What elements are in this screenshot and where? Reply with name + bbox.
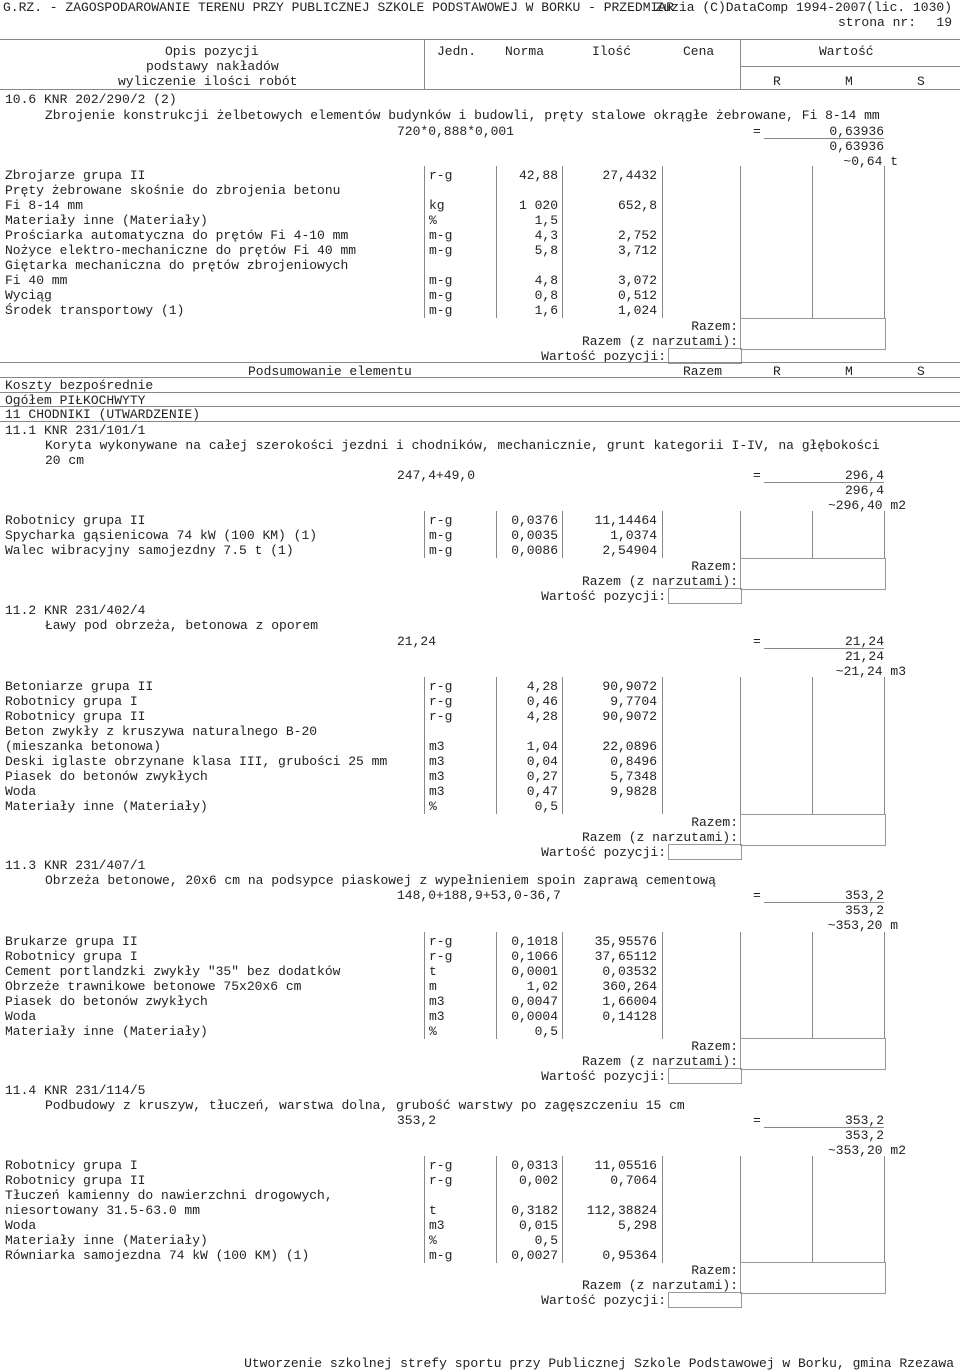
resource-unit: m3 — [429, 1218, 445, 1233]
resource-name: Fi 40 mm — [5, 273, 68, 288]
quantity-total: 0,63936 — [829, 139, 884, 154]
col-r: R — [773, 74, 781, 89]
grid-line — [424, 677, 425, 814]
grid-line — [424, 166, 425, 318]
resource-row — [0, 228, 960, 243]
resource-name: Spycharka gąsienicowa 74 kW (100 KM) (1) — [5, 528, 318, 543]
resource-row — [0, 754, 960, 769]
grid-line — [812, 166, 813, 318]
resource-unit: r-g — [429, 949, 453, 964]
wartosc-pozycji-label: Wartość pozycji: — [541, 845, 666, 860]
position-description: 20 cm — [45, 453, 85, 468]
grid-line — [662, 166, 663, 318]
grid-line — [496, 932, 497, 1039]
grid-line — [740, 166, 741, 318]
position-code: 11.2 KNR 231/402/4 — [5, 603, 146, 618]
grid-line — [496, 511, 497, 558]
razem-label: Razem: — [691, 559, 738, 574]
resource-name: Beton zwykły z kruszywa naturalnego B-20 — [5, 724, 318, 739]
resource-row — [0, 799, 960, 814]
resource-name: niesortowany 31.5-63.0 mm — [5, 1203, 201, 1218]
resource-unit: m-g — [429, 1248, 453, 1263]
resource-norma: 0,1018 — [511, 934, 558, 949]
resource-row — [0, 273, 960, 288]
resource-name: Woda — [5, 1218, 37, 1233]
resource-quantity: 1,66004 — [602, 994, 657, 1009]
grid-line — [562, 1156, 563, 1263]
resource-row — [0, 679, 960, 694]
razem-box — [740, 814, 886, 846]
equals-sign: = — [753, 1113, 761, 1128]
position-code: 10.6 KNR 202/290/2 (2) — [5, 92, 177, 107]
summary-direct-costs: Koszty bezpośrednie — [5, 378, 154, 393]
resource-row — [0, 949, 960, 964]
razem-narzut-label: Razem (z narzutami): — [581, 830, 738, 845]
resource-norma: 5,8 — [534, 243, 558, 258]
resource-name: Giętarka mechaniczna do prętów zbrojeniowych — [5, 258, 349, 273]
resource-norma: 0,0001 — [511, 964, 558, 979]
resource-row — [0, 1009, 960, 1024]
grid-line — [662, 932, 663, 1039]
resource-unit: m — [429, 979, 437, 994]
resource-row — [0, 994, 960, 1009]
resource-norma: 0,3182 — [511, 1203, 558, 1218]
resource-unit: m-g — [429, 528, 453, 543]
col-ilosc: Ilość — [592, 44, 632, 59]
razem-label: Razem: — [691, 1263, 738, 1278]
resource-quantity: 652,8 — [617, 198, 657, 213]
quantity-total: 353,2 — [844, 903, 884, 918]
razem-narzut-label: Razem (z narzutami): — [581, 574, 738, 589]
razem-label: Razem: — [691, 1039, 738, 1054]
resource-norma: 0,0027 — [511, 1248, 558, 1263]
page-number-label: strona nr: — [837, 15, 916, 30]
resource-unit: m3 — [429, 784, 445, 799]
wartosc-pozycji-label: Wartość pozycji: — [541, 1293, 666, 1308]
resource-name: Pręty żebrowane skośnie do zbrojenia betonu — [5, 183, 341, 198]
grid-line — [496, 166, 497, 318]
resource-quantity: 3,712 — [617, 243, 657, 258]
resource-unit: m-g — [429, 288, 453, 303]
equals-sign: = — [753, 468, 761, 483]
resource-name: Deski iglaste obrzynane klasa III, grubości 25 mm — [5, 754, 388, 769]
resource-quantity: 11,14464 — [594, 513, 657, 528]
resource-unit: kg — [429, 198, 445, 213]
resource-quantity: 0,7064 — [610, 1173, 657, 1188]
resource-quantity: 5,298 — [617, 1218, 657, 1233]
resource-name: Robotnicy grupa I — [5, 1158, 138, 1173]
resource-norma: 42,88 — [518, 168, 558, 183]
wartosc-box — [668, 844, 742, 860]
col-wartosc: Wartość — [819, 44, 874, 59]
grid-line — [884, 166, 885, 318]
resource-row — [0, 528, 960, 543]
resource-unit: m-g — [429, 273, 453, 288]
grid-line — [496, 677, 497, 814]
resource-name: Walec wibracyjny samojezdny 7.5 t (1) — [5, 543, 294, 558]
resource-quantity: 9,9828 — [610, 784, 657, 799]
resource-name: Nożyce elektro-mechaniczne do prętów Fi 40 mm — [5, 243, 357, 258]
resource-quantity: 0,14128 — [602, 1009, 657, 1024]
resource-norma: 0,46 — [526, 694, 558, 709]
quantity-rounded: ~0,64 t — [843, 154, 898, 169]
resource-quantity: 37,65112 — [594, 949, 657, 964]
grid-line — [662, 677, 663, 814]
resource-name: Robotnicy grupa II — [5, 513, 146, 528]
col-opis-1: Opis pozycji — [165, 44, 259, 59]
resource-norma: 0,27 — [526, 769, 558, 784]
header-bottom-rule — [0, 89, 960, 90]
resource-unit: r-g — [429, 679, 453, 694]
quantity-value: 353,2 — [844, 888, 884, 903]
resource-row — [0, 168, 960, 183]
col-norma: Norma — [505, 44, 545, 59]
resource-norma: 0,0035 — [511, 528, 558, 543]
resource-norma: 1,5 — [534, 213, 558, 228]
resource-name: Piasek do betonów zwykłych — [5, 994, 208, 1009]
resource-unit: r-g — [429, 1158, 453, 1173]
resource-row — [0, 543, 960, 558]
resource-norma: 1 020 — [518, 198, 558, 213]
quantity-rounded: ~21,24 m3 — [835, 664, 906, 679]
grid-line — [812, 1156, 813, 1263]
wartosc-box — [668, 1068, 742, 1084]
resource-name: Materiały inne (Materiały) — [5, 799, 208, 814]
resource-row — [0, 1203, 960, 1218]
grid-line — [424, 1156, 425, 1263]
resource-unit: m3 — [429, 1009, 445, 1024]
resource-norma: 0,0047 — [511, 994, 558, 1009]
summary-razem: Razem — [683, 364, 723, 379]
position-code: 11.4 KNR 231/114/5 — [5, 1083, 146, 1098]
resource-quantity: 1,0374 — [610, 528, 657, 543]
resource-quantity: 112,38824 — [586, 1203, 657, 1218]
resource-unit: t — [429, 1203, 437, 1218]
grid-line — [812, 932, 813, 1039]
wartosc-box — [668, 1292, 742, 1308]
summary-r: R — [773, 364, 781, 379]
summary-total: Ogółem PIŁKOCHWYTY — [5, 393, 146, 408]
resource-row — [0, 213, 960, 228]
resource-quantity: 11,05516 — [594, 1158, 657, 1173]
grid-line — [740, 511, 741, 558]
quantity-value: 0,63936 — [829, 124, 884, 139]
quantity-formula: 353,2 — [397, 1113, 437, 1128]
resource-name: (mieszanka betonowa) — [5, 739, 162, 754]
quantity-total: 353,2 — [844, 1128, 884, 1143]
resource-norma: 4,28 — [526, 709, 558, 724]
resource-unit: m-g — [429, 543, 453, 558]
resource-norma: 1,04 — [526, 739, 558, 754]
software-credit: Zuzia (C)DataComp 1994-2007(lic. 1030) — [655, 0, 952, 15]
razem-box — [740, 558, 886, 590]
resource-unit: m3 — [429, 739, 445, 754]
quantity-formula: 148,0+188,9+53,0-36,7 — [397, 888, 561, 903]
resource-row — [0, 243, 960, 258]
resource-quantity: 27,4432 — [602, 168, 657, 183]
resource-row — [0, 784, 960, 799]
resource-unit: m3 — [429, 754, 445, 769]
razem-box — [740, 1038, 886, 1070]
col-opis-3: wyliczenie ilości robót — [118, 74, 298, 89]
grid-line — [562, 677, 563, 814]
resource-unit: % — [429, 799, 437, 814]
position-description: Obrzeża betonowe, 20x6 cm na podsypce piaskowej z wypełnieniem spoin zaprawą cementową — [45, 873, 716, 888]
resource-norma: 1,02 — [526, 979, 558, 994]
razem-narzut-label: Razem (z narzutami): — [581, 1278, 738, 1293]
wartosc-box — [668, 588, 742, 604]
resource-norma: 0,015 — [518, 1218, 558, 1233]
resource-row — [0, 934, 960, 949]
resource-name: Woda — [5, 1009, 37, 1024]
col-divider-1 — [424, 39, 425, 89]
resource-row — [0, 303, 960, 318]
resource-norma: 0,0313 — [511, 1158, 558, 1173]
resource-name: Robotnicy grupa I — [5, 949, 138, 964]
resource-row — [0, 183, 960, 198]
resource-unit: r-g — [429, 934, 453, 949]
grid-line — [424, 511, 425, 558]
col-s: S — [917, 74, 925, 89]
resource-unit: % — [429, 213, 437, 228]
resource-quantity: 0,95364 — [602, 1248, 657, 1263]
resource-norma: 0,47 — [526, 784, 558, 799]
resource-quantity: 2,752 — [617, 228, 657, 243]
resource-name: Piasek do betonów zwykłych — [5, 769, 208, 784]
resource-norma: 0,0086 — [511, 543, 558, 558]
quantity-formula: 21,24 — [397, 634, 437, 649]
resource-norma: 0,5 — [534, 1233, 558, 1248]
grid-line — [424, 932, 425, 1039]
resource-quantity: 90,9072 — [602, 679, 657, 694]
section-heading: 11 CHODNIKI (UTWARDZENIE) — [5, 407, 201, 422]
col-divider-2 — [740, 39, 741, 89]
razem-box — [740, 318, 886, 350]
resource-name: Fi 8-14 mm — [5, 198, 84, 213]
resource-row — [0, 198, 960, 213]
equals-sign: = — [753, 634, 761, 649]
resource-norma: 4,28 — [526, 679, 558, 694]
resource-row — [0, 694, 960, 709]
resource-unit: r-g — [429, 694, 453, 709]
resource-norma: 0,5 — [534, 799, 558, 814]
resource-name: Zbrojarze grupa II — [5, 168, 146, 183]
resource-unit: m3 — [429, 994, 445, 1009]
grid-line — [562, 166, 563, 318]
position-description: Zbrojenie konstrukcji żelbetowych elementów budynków i budowli, pręty stalowe okrągłe żebrowane, Fi 8-14 mm — [45, 108, 880, 123]
resource-unit: m-g — [429, 303, 453, 318]
document-title: G.RZ. - ZAGOSPODAROWANIE TERENU PRZY PUBLICZNEJ SZKOLE PODSTAWOWEJ W BORKU - PRZEDMIAR — [3, 0, 674, 15]
resource-unit: r-g — [429, 168, 453, 183]
resource-norma: 0,0004 — [511, 1009, 558, 1024]
summary-s: S — [917, 364, 925, 379]
resource-unit: m3 — [429, 769, 445, 784]
resource-name: Obrzeże trawnikowe betonowe 75x20x6 cm — [5, 979, 302, 994]
col-jedn: Jedn. — [437, 44, 477, 59]
resource-unit: % — [429, 1233, 437, 1248]
resource-row — [0, 1188, 960, 1203]
resource-name: Robotnicy grupa II — [5, 1173, 146, 1188]
page-footer: Utworzenie szkolnej strefy sportu przy Publicznej Szkole Podstawowej w Borku, gmina Rzezawa — [244, 1356, 954, 1371]
resource-name: Tłuczeń kamienny do nawierzchni drogowych, — [5, 1188, 333, 1203]
resource-name: Materiały inne (Materiały) — [5, 213, 208, 228]
resource-name: Woda — [5, 784, 37, 799]
resource-name: Prościarka automatyczna do prętów Fi 4-10 mm — [5, 228, 349, 243]
grid-line — [884, 677, 885, 814]
resource-name: Robotnicy grupa I — [5, 694, 138, 709]
equals-sign: = — [753, 888, 761, 903]
position-description: Koryta wykonywane na całej szerokości jezdni i chodników, mechanicznie, grunt kategorii I-IV, na głębokości — [45, 438, 880, 453]
resource-quantity: 9,7704 — [610, 694, 657, 709]
header-top-rule — [0, 39, 960, 40]
wartosc-pozycji-label: Wartość pozycji: — [541, 349, 666, 364]
summary-m: M — [845, 364, 853, 379]
resource-quantity: 0,03532 — [602, 964, 657, 979]
resource-norma: 4,8 — [534, 273, 558, 288]
quantity-rounded: ~353,20 m2 — [827, 1143, 906, 1158]
position-description: Podbudowy z kruszyw, tłuczeń, warstwa dolna, grubość warstwy po zagęszczeniu 15 cm — [45, 1098, 685, 1113]
quantity-value: 296,4 — [844, 468, 884, 483]
resource-quantity: 35,95576 — [594, 934, 657, 949]
grid-line — [662, 1156, 663, 1263]
quantity-value: 353,2 — [844, 1113, 884, 1128]
razem-label: Razem: — [691, 815, 738, 830]
summary-title: Podsumowanie elementu — [248, 364, 412, 379]
grid-line — [884, 932, 885, 1039]
resource-quantity: 3,072 — [617, 273, 657, 288]
resource-unit: % — [429, 1024, 437, 1039]
resource-name: Wyciąg — [5, 288, 52, 303]
position-description: Ławy pod obrzeża, betonowa z oporem — [45, 618, 319, 633]
resource-row — [0, 288, 960, 303]
resource-row — [0, 739, 960, 754]
quantity-total: 296,4 — [844, 483, 884, 498]
grid-line — [562, 932, 563, 1039]
col-cena: Cena — [683, 44, 715, 59]
resource-row — [0, 1158, 960, 1173]
resource-row — [0, 1218, 960, 1233]
quantity-rounded: ~353,20 m — [827, 918, 898, 933]
quantity-rounded: ~296,40 m2 — [827, 498, 906, 513]
resource-unit: r-g — [429, 513, 453, 528]
resource-row — [0, 258, 960, 273]
resource-name: Robotnicy grupa II — [5, 709, 146, 724]
resource-row — [0, 769, 960, 784]
resource-quantity: 0,512 — [617, 288, 657, 303]
quantity-formula: 720*0,888*0,001 — [397, 124, 515, 139]
resource-norma: 0,1066 — [511, 949, 558, 964]
resource-row — [0, 1248, 960, 1263]
grid-line — [812, 677, 813, 814]
resource-row — [0, 1173, 960, 1188]
resource-quantity: 1,024 — [617, 303, 657, 318]
resource-unit: r-g — [429, 709, 453, 724]
resource-row — [0, 709, 960, 724]
summary-top-rule — [0, 362, 960, 363]
resource-norma: 0,0376 — [511, 513, 558, 528]
wartosc-pozycji-label: Wartość pozycji: — [541, 589, 666, 604]
resource-unit: m-g — [429, 243, 453, 258]
resource-name: Brukarze grupa II — [5, 934, 138, 949]
resource-quantity: 5,7348 — [610, 769, 657, 784]
grid-line — [812, 511, 813, 558]
grid-line — [562, 511, 563, 558]
resource-row — [0, 964, 960, 979]
grid-line — [496, 1156, 497, 1263]
col-opis-2: podstawy nakładów — [146, 59, 279, 74]
resource-name: Cement portlandzki zwykły "35" bez dodatków — [5, 964, 341, 979]
position-code: 11.3 KNR 231/407/1 — [5, 858, 146, 873]
resource-quantity: 0,8496 — [610, 754, 657, 769]
grid-line — [740, 1156, 741, 1263]
grid-line — [884, 511, 885, 558]
resource-row — [0, 724, 960, 739]
page-number: 19 — [936, 15, 952, 30]
summary-rule — [0, 421, 960, 422]
grid-line — [740, 677, 741, 814]
resource-name: Środek transportowy (1) — [5, 303, 185, 318]
col-m: M — [845, 74, 853, 89]
resource-quantity: 360,264 — [602, 979, 657, 994]
position-code: 11.1 KNR 231/101/1 — [5, 423, 146, 438]
grid-line — [884, 1156, 885, 1263]
quantity-total: 21,24 — [844, 649, 884, 664]
resource-norma: 0,04 — [526, 754, 558, 769]
resource-name: Równiarka samojezdna 74 kW (100 KM) (1) — [5, 1248, 310, 1263]
resource-norma: 0,5 — [534, 1024, 558, 1039]
grid-line — [662, 511, 663, 558]
resource-norma: 0,002 — [518, 1173, 558, 1188]
resource-row — [0, 513, 960, 528]
quantity-value: 21,24 — [844, 634, 884, 649]
resource-unit: r-g — [429, 1173, 453, 1188]
resource-name: Materiały inne (Materiały) — [5, 1024, 208, 1039]
grid-line — [740, 932, 741, 1039]
razem-label: Razem: — [691, 319, 738, 334]
resource-row — [0, 979, 960, 994]
resource-norma: 1,6 — [534, 303, 558, 318]
resource-name: Materiały inne (Materiały) — [5, 1233, 208, 1248]
razem-narzut-label: Razem (z narzutami): — [581, 1054, 738, 1069]
resource-norma: 4,3 — [534, 228, 558, 243]
resource-unit: m-g — [429, 228, 453, 243]
resource-quantity: 2,54904 — [602, 543, 657, 558]
wartosc-pozycji-label: Wartość pozycji: — [541, 1069, 666, 1084]
col-divider-h — [740, 66, 960, 67]
resource-norma: 0,8 — [534, 288, 558, 303]
equals-sign: = — [753, 124, 761, 139]
resource-row — [0, 1024, 960, 1039]
resource-quantity: 22,0896 — [602, 739, 657, 754]
razem-narzut-label: Razem (z narzutami): — [581, 334, 738, 349]
razem-box — [740, 1262, 886, 1294]
resource-quantity: 90,9072 — [602, 709, 657, 724]
quantity-formula: 247,4+49,0 — [397, 468, 476, 483]
resource-name: Betoniarze grupa II — [5, 679, 154, 694]
resource-row — [0, 1233, 960, 1248]
resource-unit: t — [429, 964, 437, 979]
